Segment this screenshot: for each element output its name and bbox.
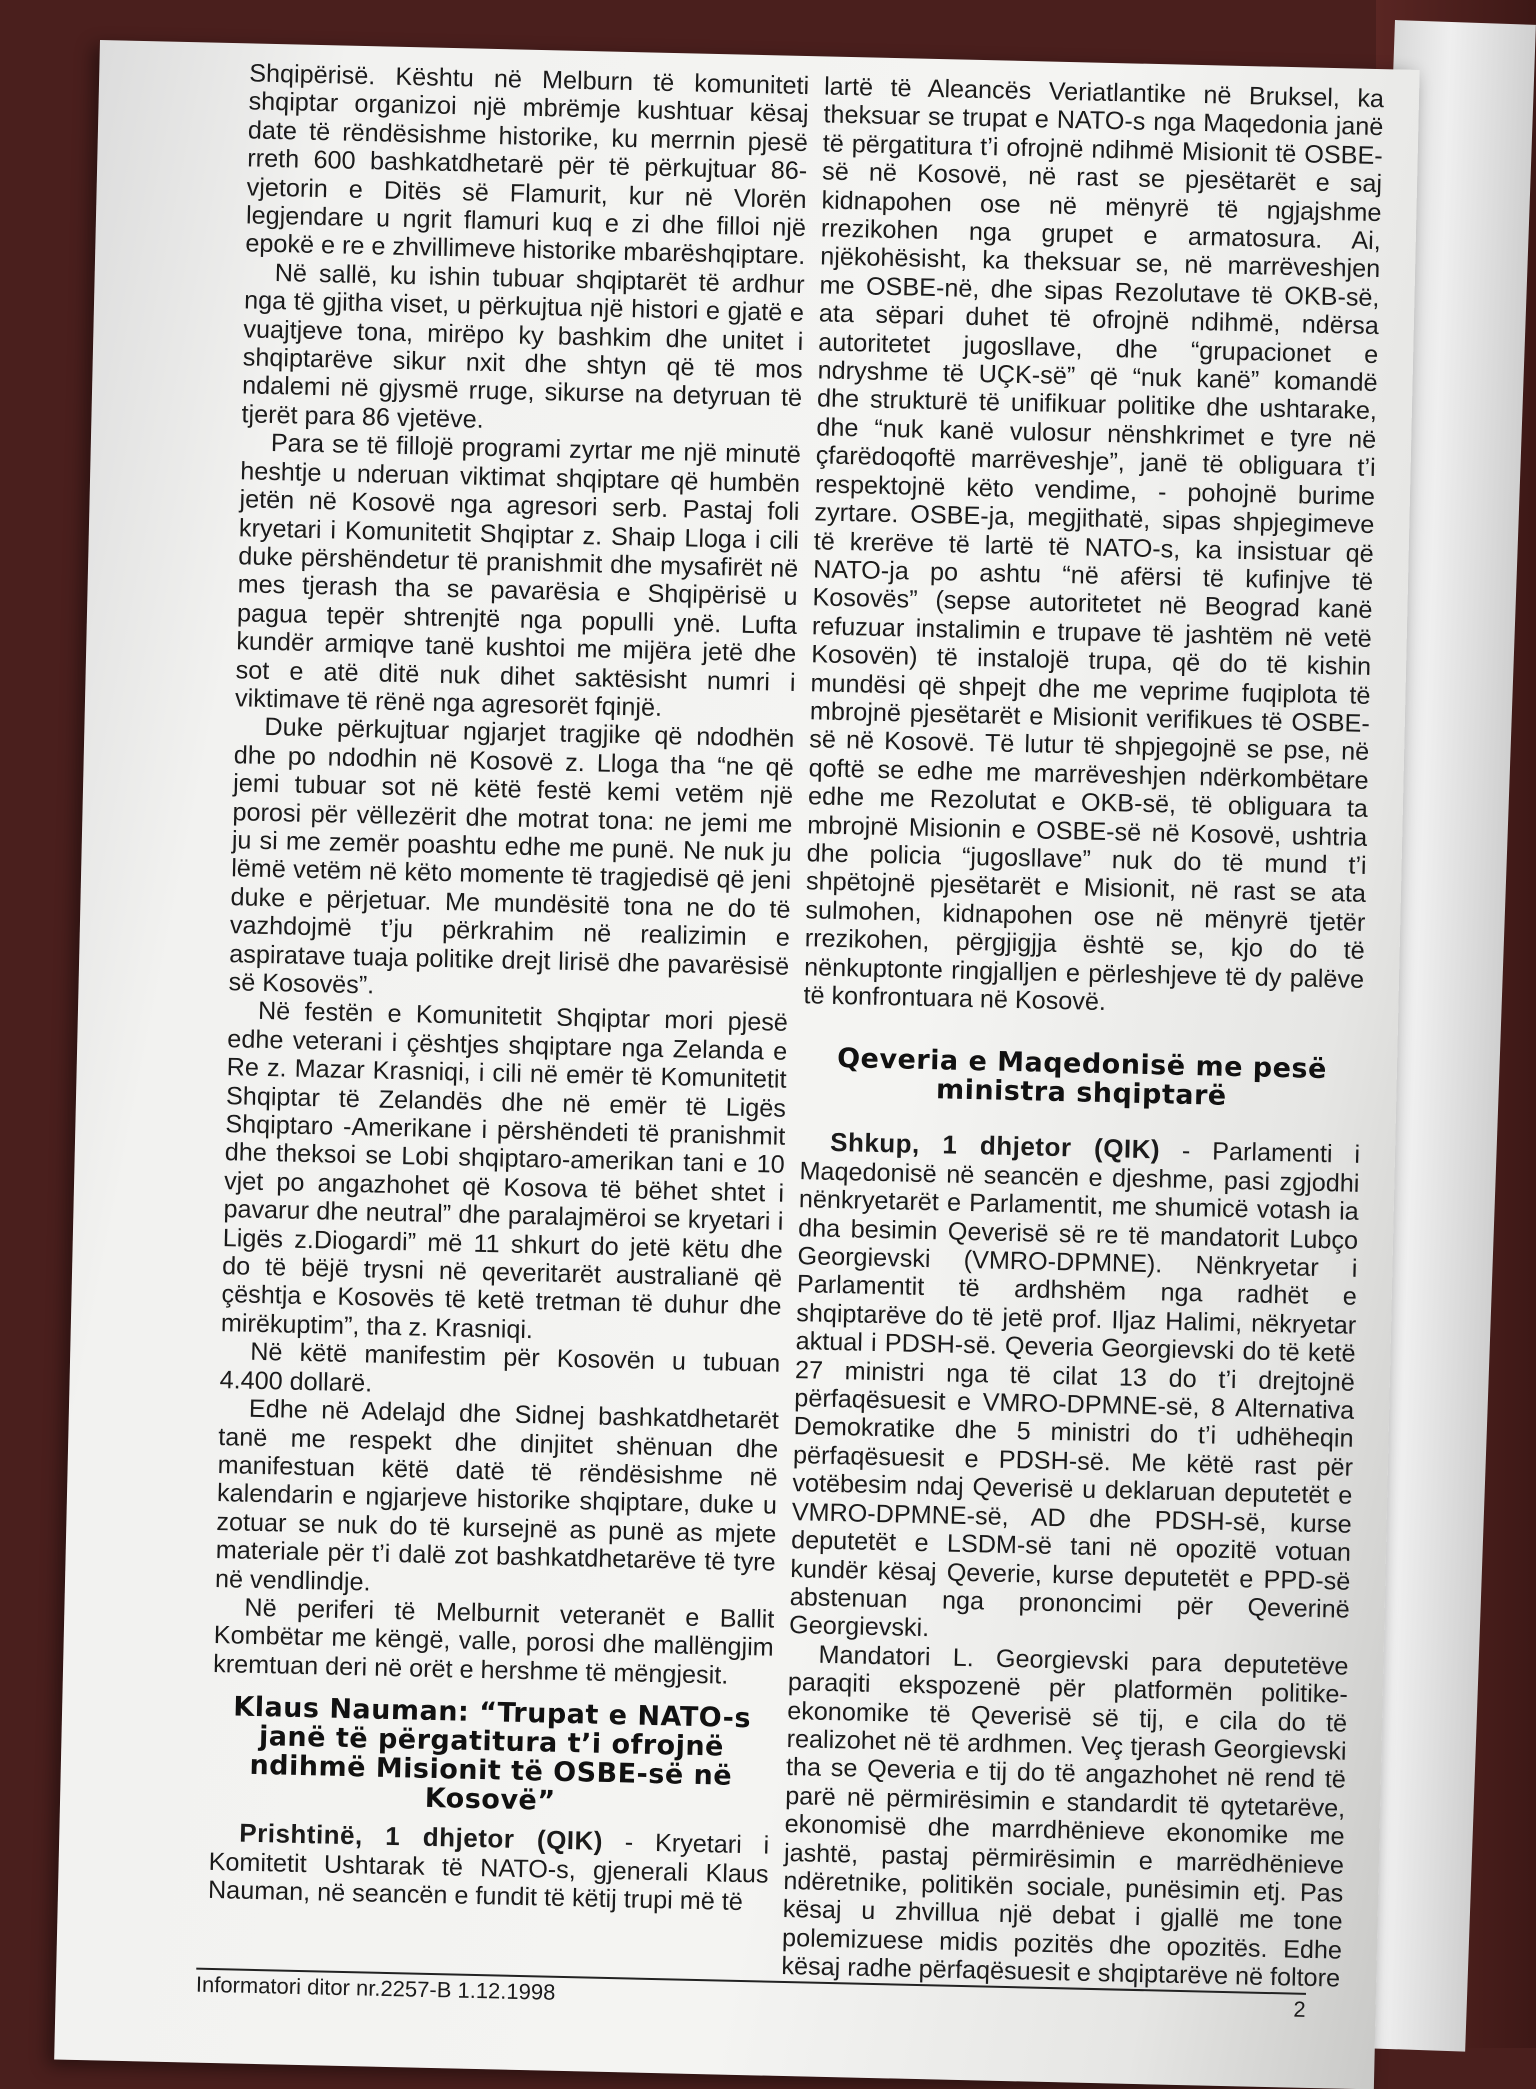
paragraph: lartë të Aleancës Veriatlantike në Bruksel, ka theksuar se trupat e NATO-s nga Maqedonia janë të përgatitura t’i ofrojnë ndihmë Misionit të OSBE-së në Kosovë, në rast se pjesëtarët e saj kidnapohen ose në mënyrë të ngjajshme rrezikohen nga grupet e armatosura. Ai, njëkohësisht, ka theksuar se, në marrëveshjen me OSBE-në, dhe sipas Rezolutave të OKB-së, ata sëpari duhet të ofrojnë ndihmë, ndërsa autoritetet jugosllave, dhe “grupacionet e ndryshme të UÇK-së” që “nuk kanë” komandë dhe strukturë të unifikuar politike dhe ushtarake, dhe “nuk kanë vulosur nënshkrimet e tyre në çfarëdoqoftë marrëveshje”, janë të obliguara t’i respektojnë këto vendime, - pohojnë burime zyrtare. OSBE-ja, megjithatë, sipas shpjegimeve të krerëve të lartë të NATO-s, ka insistuar që NATO-ja po ashtu “në afërsi të kufinjve të Kosovës” (sepse autoritetet në Beograd kanë refuzuar instalimin e trupave të jashtëm në vetë Kosovën) të instalojë trupa, që do të kishin mundësi që shpejt dhe me veprime fuqiplota të mbrojnë pjesëtarët e Misionit verifikues të OSBE-së në Kosovë. Të lutur të shpjegojnë se pse, në qoftë se edhe me marrëveshjen ndërkombëtare edhe me Rezolutat e OKB-së, të obliguara ta mbrojnë Misionin e OSBE-së në Kosovë, ushtria dhe policia “jugosllave” nuk do të mund t’i shpëtojnë pjesëtarët e Misionit, në rast se ata sulmohen, kidnapohen ose në mënyrë tjetër rrezikohen, përgjigjja është se, kjo do të nënkuptonte ringjalljen e përleshjeve të dy palëve të konfrontuara në Kosovë. xyxy=(803,72,1385,1017)
article-lead xyxy=(789,1128,1360,1653)
article-text: - Parlamenti i Maqedonisë në seancën e djeshme, pasi zgjodhi nënkryetarët e Parlamentit, me shumicë votash ia dha besimin Qeverisë së re të mandatorit Lubço Georgievski (VMRO-DPMNE). Nënkryetar i Parlamentit të ardhshëm nga radhët e shqiptarëve do të jetë prof. Iljaz Halimi, nëkryetar aktual i PDSH-së. Qeveria Georgievski do të ketë 27 ministri nga të cilat 13 do t’i drejtojnë përfaqësuesit e VMRO-DPMNE-së, 8 Alternativa Demokratike dhe 5 ministri do t’i udhëheqin përfaqësuesit e PDSH-së. Me këtë rast për votëbesim ndaj Qeverisë u deklaruan deputetët e VMRO-DPMNE-së, AD dhe PDSH-së, kurse deputetët e LSDM-së tani në opozitë votuan kundër kësaj Qeverie, kurse deputetët e PPD-së abstenuan nga prononcimi për Qeverinë Georgievski. xyxy=(788,1136,1361,1643)
paragraph: Edhe në Adelajd dhe Sidnej bashkatdhetarët tanë me respekt dhe dinjitet shënuan dhe manifestuan këtë datë të rëndësishme në kalendarin e ngjarjeve historike shqiptare, duke u zotuar se nuk do të kursejnë as punë as mjete materiale për t’i dalë zot bashkatdhetarëve të tyre në vendlindje. xyxy=(214,1394,780,1597)
paragraph: Në këtë manifestim për Kosovën u tubuan 4.400 dollarë. xyxy=(219,1338,781,1398)
paragraph: Në sallë, ku ishin tubuar shqiptarët të ardhur nga të gjitha viset, u përkujtua një histori e gjatë e vuajtjeve tona, mirëpo ky bashkim dhe unitet i shqiptarëve sikur nxit dhe shtyn që të mos ndalemi në gjysmë rruge, sikurse na detyruan të tjerët para 86 vjetëve. xyxy=(241,258,805,434)
dateline: Shkup, 1 dhjetor (QIK) xyxy=(829,1127,1161,1165)
page-number: 2 xyxy=(1293,1996,1306,2022)
article-headline: Klaus Nauman: “Trupat e NATO-s janë të përgatitura t’i ofrojnë ndihmë Misionit të OSBE-së në Kosovë” xyxy=(232,1691,752,1817)
right-column xyxy=(781,72,1384,1993)
article-headline: Qeveria e Maqedonisë me pesë ministra shqiptarë xyxy=(836,1043,1328,1113)
article-text: - Kryetari i Komitetit Ushtarak të NATO-s, gjenerali Klaus Nauman, në seancën e fundit të këtij trupi më të xyxy=(207,1828,770,1917)
article-lead xyxy=(208,1818,770,1917)
paragraph: Mandatori L. Georgievski para deputetëve paraqiti ekspozenë për platformën politike-ekonomike të Qeverisë së tij, e cila do të realizohet në të ardhmen. Veç tjerash Georgievski tha se Qeveria e tij do të angazhohet në rend të parë në përmirësimin e standardit të qytetarëve, ekonomisë dhe marrdhënieve ekonomike me jashtë, pastaj përmirësimin e marrëdhënieve ndëretnike, politikën sociale, punësimin etj. Pas kësaj u zhvillua një debat i gjallë me tone polemizuese midis pozitës dhe opozitës. Edhe kësaj radhe përfaqësuesit e shqiptarëve në foltore xyxy=(781,1640,1349,1993)
dateline: Prishtinë, 1 dhjetor (QIK) xyxy=(239,1817,604,1857)
publication-info: Informatori ditor nr.2257-B 1.12.1998 xyxy=(195,1971,556,2005)
paragraph: Para se të fillojë programi zyrtar me një minutë heshtje u nderuan viktimat shqiptare që humbën jetën në Kosovë nga agresori serb. Pastaj foli kryetari i Komunitetit Shqiptar z. Shaip Lloga i cili duke përshëndetur të pranishmit dhe mysafirët në mes tjerash tha se pavarësia e Shqipërisë u pagua tepër shtrenjtë nga populli ynë. Lufta kundër armiqve tanë kushtoi me mijëra jetë dhe sot e atë ditë nuk dihet saktësisht numri i viktimave të rënë nga agresorët fqinjë. xyxy=(234,429,802,722)
paragraph: Shqipërisë. Kështu në Melburn të komuniteti shqiptar organizoi një mbrëmje kushtuar kësaj date të rëndësishme historike, ku merrnin pjesë rreth 600 bashkatdhetarë për të përkujtuar 86-vjetorin e Ditës së Flamurit, kur në Vlorën legjendare u ngrit flamuri kuq e zi dhe filloi një epokë e re e zhvillimeve historike mbarëshqiptare. xyxy=(245,59,810,271)
document-page xyxy=(54,40,1419,2089)
paragraph: Në festën e Komunitetit Shqiptar mori pjesë edhe veterani i çështjes shqiptare nga Zelanda e Re z. Mazar Krasniqi, i cili në emër të Komunitetit Shqiptar të Zelandës dhe në emër të Ligës Shqiptaro -Amerikane i përshëndeti të pranishmit dhe theksoi se Lobi shqiptaro-amerikan tani e 10 vjet po angazhohet që Kosova të bëhet shtet i pavarur dhe neutral” dhe paralajmëroi se kryetari i Ligës z.Diogardi” më 11 shkurt do jetë këtu dhe do të bëjë trysni në qeveritarët australianë që çështja e Kosovës të ketë tretman të duhur dhe mirëkuptim”, tha z. Krasniqi. xyxy=(220,997,789,1345)
paragraph: Duke përkujtuar ngjarjet tragjike që ndodhën dhe po ndodhin në Kosovë z. Lloga tha “ne që jemi tubuar sot në këtë festë kemi vetëm një porosi për vëllezërit dhe motrat tona: ne jemi me ju si me zemër poashtu edhe me punë. Ne nuk ju lëmë vetëm në këto momente të tragjedisë që jeni duke e përjetuar. Me mundësitë tona ne do të vazhdojmë t’ju përkrahim në realizimin e aspiratave tuaja politike drejt lirisë dhe pavarësisë së Kosovës”. xyxy=(228,713,795,1000)
left-column xyxy=(208,59,810,1917)
paragraph: Në periferi të Melburnit veteranët e Ballit Kombëtar me këngë, valle, porosi dhe mallëngjim kremtuan deri në orët e hershme të mëngjesit. xyxy=(212,1593,775,1690)
